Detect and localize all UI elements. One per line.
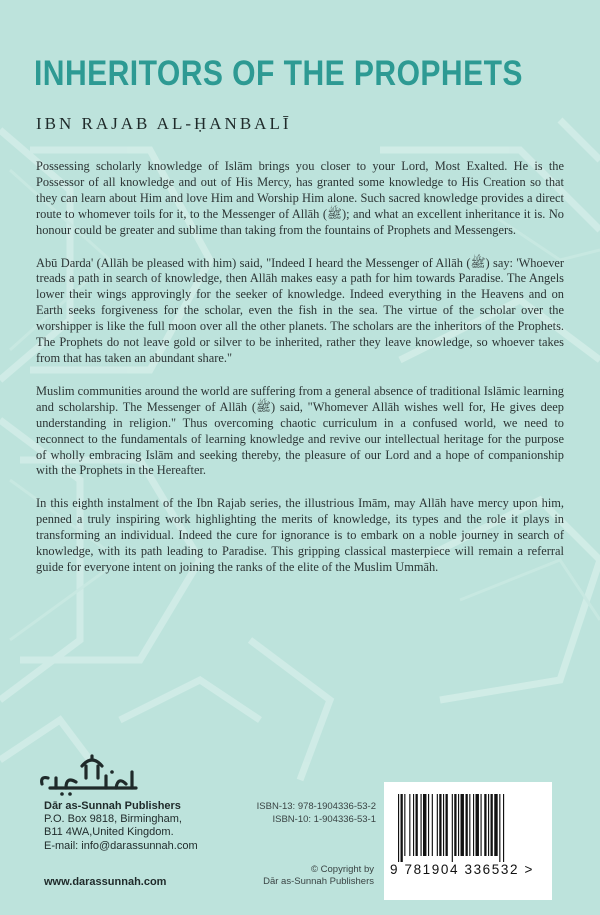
barcode-bar: [401, 794, 403, 862]
book-author: IBN RAJAB AL-ḤANBALĪ: [36, 114, 292, 133]
barcode-bar: [461, 794, 464, 856]
barcode-bar: [473, 794, 474, 856]
barcode-bar: [503, 794, 504, 862]
barcode-bar: [499, 794, 500, 862]
barcode-bar: [439, 794, 441, 856]
barcode-bar: [423, 794, 426, 856]
publisher-name: Dār as-Sunnah Publishers: [44, 800, 181, 812]
blurb-paragraph: Possessing scholarly knowledge of Islām brings you closer to your Lord, Most Exalted. He is the Possessor of all knowledge and out of His Mercy, has granted some knowledge to His Creation so that they can learn about Him and love Him and Worship Him alone. Such sacred knowledge provides a direct route to whomever toils for it, to the Messenger of Allāh (ﷺ); and what an excellent inheritance it is. No honour could be greater and sublime than taking from the fountains of Prophets and Messengers.: [36, 159, 564, 237]
blurb-text: [36, 159, 564, 593]
barcode-digits: 9 781904 336532 >: [390, 862, 534, 877]
barcode-bar: [432, 794, 433, 856]
book-title: INHERITORS OF THE PROPHETS: [34, 54, 523, 93]
barcode-bar: [484, 794, 486, 856]
barcode-bar: [398, 794, 399, 862]
blurb-paragraph: In this eighth instalment of the Ibn Rajab series, the illustrious Imām, may Allāh have mercy upon him, penned a truly inspiring work highlighting the merits of knowledge, its types and the role it plays in transforming an individual. Indeed the cure for ignorance is to embark on a noble journey in search of knowledge, with its path leading to Paradise. This gripping classical masterpiece will remain a referral guide for everyone intent on joining the ranks of the elite of the Muslim Ummāh.: [36, 496, 564, 574]
barcode-bar: [416, 794, 418, 856]
barcode-bar: [452, 794, 453, 862]
barcode-bar: [481, 794, 482, 856]
barcode-icon: [394, 794, 544, 862]
barcode-bar: [494, 794, 497, 856]
barcode-bar: [413, 794, 414, 856]
copyright-notice: [236, 864, 374, 887]
barcode-bar: [469, 794, 470, 856]
isbn-info: [246, 800, 376, 826]
barcode-bar: [428, 794, 429, 856]
barcode-bar: [446, 794, 448, 856]
barcode-bar: [454, 794, 456, 856]
barcode-bar: [421, 794, 422, 856]
publisher-email: E-mail: info@darassunnah.com: [44, 839, 198, 852]
barcode-bar: [458, 794, 459, 856]
publisher-info: [44, 800, 198, 853]
barcode-bar: [476, 794, 479, 856]
publisher-address-line2: B11 4WA,United Kingdom.: [44, 826, 174, 839]
publisher-website: www.darassunnah.com: [44, 876, 167, 888]
blurb-paragraph: Abū Darda' (Allāh be pleased with him) said, "Indeed I heard the Messenger of Allāh (ﷺ) say: 'Whoever treads a path in search of knowledge, then Allāh makes easy a path for him towards Paradise. The Angels lower their wings approvingly for the seeker of knowledge. Indeed everything in the Heavens and on Earth seeks forgiveness for the scholar, even the fish in the sea. The virtue of the scholar over the worshipper is like the full moon over all the other planets. The scholars are the inheritors of the Prophets. The Prophets do not leave gold or silver to be inherited, rather they leave knowledge, so whoever takes from that has taken an abundant share.": [36, 255, 565, 365]
barcode-bar: [491, 794, 493, 856]
copyright-line2: Dār as-Sunnah Publishers: [263, 875, 374, 887]
blurb-paragraph: Muslim communities around the world are suffering from a general absence of traditional Islāmic learning and scholarship. The Messenger of Allāh (ﷺ) said, "Whomever Allāh wishes well for, He gives deep understanding in religion." Thus overcoming chaotic curriculum in a confused world, we need to reconnect to the fundamentals of learning knowledge and revive our intellectual heritage for the purpose of wholly embracing Islām and seeking thereby, the pleasure of our Lord and a hope of companionship with the Prophets in the Hereafter.: [36, 383, 564, 478]
barcode-bar: [466, 794, 468, 856]
barcode-bar: [488, 794, 489, 856]
barcode: [384, 782, 552, 900]
barcode-bar: [404, 794, 405, 856]
dar-as-sunnah-logo-icon: [36, 752, 146, 796]
publisher-address-line1: P.O. Box 9818, Birmingham,: [44, 813, 182, 826]
barcode-bar: [443, 794, 444, 856]
copyright-line1: © Copyright by: [311, 864, 374, 875]
isbn-13: ISBN-13: 978-1904336-53-2: [256, 801, 376, 812]
isbn-10: ISBN-10: 1-904336-53-1: [272, 814, 376, 825]
barcode-bar: [409, 794, 410, 856]
barcode-bar: [437, 794, 438, 856]
